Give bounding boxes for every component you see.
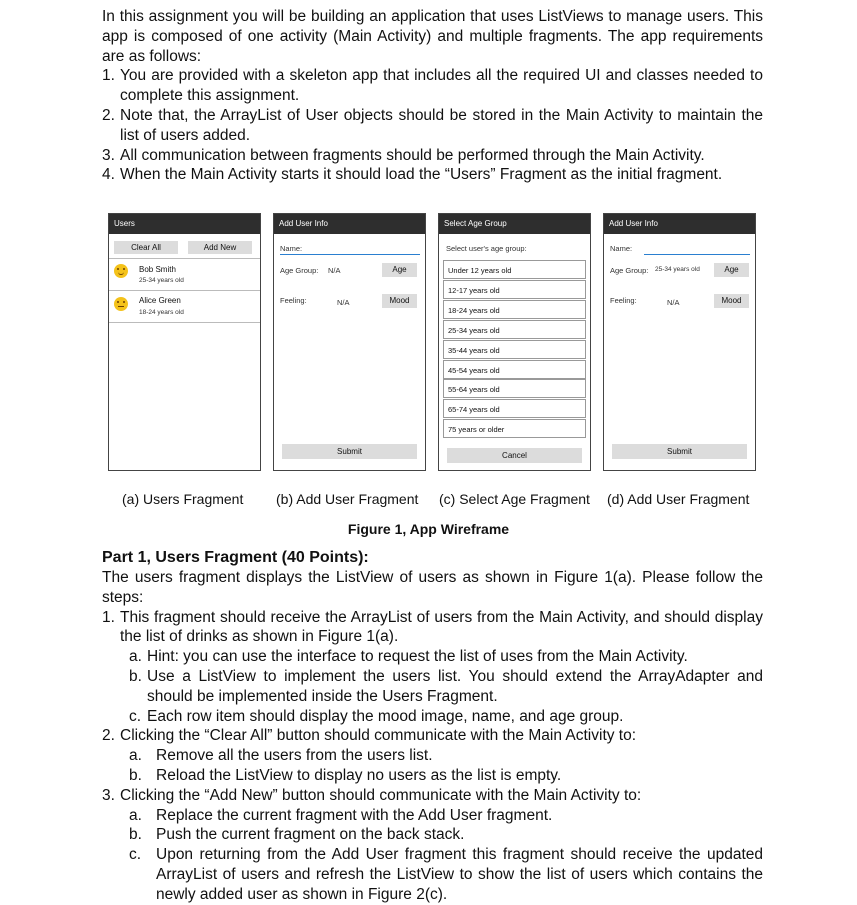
age-option[interactable]: 18-24 years old (443, 300, 586, 319)
app-wireframe (0, 213, 857, 473)
happy-mood-icon (114, 264, 128, 278)
feeling-label: Feeling: (280, 296, 307, 305)
select-age-title-bar: Select Age Group (439, 214, 590, 234)
age-option[interactable]: 55-64 years old (443, 379, 586, 398)
list-subitem: a. Remove all the users from the users list. (129, 747, 433, 765)
submit-button[interactable]: Submit (612, 444, 747, 459)
list-item: 4. When the Main Activity starts it should load the “Users” Fragment as the initial fragment. (102, 166, 723, 184)
list-item: 2. Clicking the “Clear All” button should communicate with the Main Activity to: (102, 727, 637, 745)
neutral-mood-icon (114, 297, 128, 311)
name-label: Name: (280, 244, 303, 253)
submit-button[interactable]: Submit (282, 444, 417, 459)
feeling-value: N/A (667, 298, 680, 307)
age-option[interactable]: 75 years or older (443, 419, 586, 438)
list-subitem: b. Push the current fragment on the back stack. (129, 826, 465, 844)
add-user-fragment-mockup (273, 213, 426, 471)
list-item: 3. All communication between fragments should be performed through the Main Activity. (102, 146, 705, 164)
caption-b: (b) Add User Fragment (276, 491, 419, 507)
age-group-label: Age Group: (610, 266, 649, 275)
age-prompt: Select user's age group: (446, 244, 527, 253)
caption-c: (c) Select Age Fragment (439, 491, 590, 507)
part1-heading: Part 1, Users Fragment (40 Points): (102, 549, 369, 566)
age-option[interactable]: 35-44 years old (443, 340, 586, 359)
list-item: 2. Note that, the ArrayList of User objects should be stored in the Main Activity to maintain the list of users added. (102, 106, 763, 144)
list-item: 3. Clicking the “Add New” button should communicate with the Main Activity to: (102, 786, 642, 804)
age-group-value: N/A (328, 266, 341, 275)
add-new-button[interactable]: Add New (188, 241, 252, 254)
list-item: 1. You are provided with a skeleton app that includes all the required UI and classes needed to complete this assignment. (102, 67, 763, 105)
intro-section (102, 7, 763, 185)
users-title-bar: Users (109, 214, 260, 234)
requirements-list (102, 66, 763, 185)
add-user-filled-fragment-mockup (603, 213, 756, 471)
user-name: Alice Green (139, 296, 181, 305)
caption-d: (d) Add User Fragment (607, 491, 750, 507)
part1-intro: The users fragment displays the ListView of users as shown in Figure 1(a). Please follow the steps: (102, 569, 763, 606)
age-button[interactable]: Age (382, 263, 417, 277)
user-age: 18-24 years old (139, 309, 184, 316)
name-input[interactable] (280, 254, 420, 255)
name-input[interactable] (644, 254, 750, 255)
user-name: Bob Smith (139, 265, 176, 274)
mood-button[interactable]: Mood (382, 294, 417, 308)
feeling-value: N/A (337, 298, 350, 307)
clear-all-button[interactable]: Clear All (114, 241, 178, 254)
list-item: 1. This fragment should receive the ArrayList of users from the Main Activity, and should display the list of drinks as shown in Figure 1(a). (102, 608, 763, 646)
name-label: Name: (610, 244, 633, 253)
mood-button[interactable]: Mood (714, 294, 749, 308)
list-subitem: c. Upon returning from the Add User fragment this fragment should receive the updated ArrayList of users and refresh the ListView to show the list of users which contains the newly added user as shown in Figure 2(c). (129, 846, 763, 903)
part1-section (102, 548, 763, 905)
add-user-title-bar: Add User Info (604, 214, 755, 234)
caption-a: (a) Users Fragment (122, 491, 244, 507)
age-group-value: 25-34 years old (655, 266, 700, 273)
list-subitem: a. Replace the current fragment with the Add User fragment. (129, 806, 553, 824)
list-subitem: b. Use a ListView to implement the users list. You should extend the ArrayAdapter and should be implemented inside the Users Fragment. (129, 667, 763, 705)
add-user-title-bar: Add User Info (274, 214, 425, 234)
age-option[interactable]: 65-74 years old (443, 399, 586, 418)
age-option[interactable]: Under 12 years old (443, 260, 586, 279)
select-age-fragment-mockup (438, 213, 591, 471)
age-button[interactable]: Age (714, 263, 749, 277)
list-subitem: a. Hint: you can use the interface to request the list of uses from the Main Activity. (129, 648, 688, 666)
age-option[interactable]: 45-54 years old (443, 360, 586, 379)
list-subitem: c. Each row item should display the mood image, name, and age group. (129, 707, 624, 725)
intro-paragraph: In this assignment you will be building an application that uses ListViews to manage users. This app is composed of one activity (Main Activity) and multiple fragments. The app requirements are as follows: (102, 8, 763, 65)
age-option[interactable]: 25-34 years old (443, 320, 586, 339)
list-subitem: b. Reload the ListView to display no users as the list is empty. (129, 766, 562, 784)
age-group-label: Age Group: (280, 266, 319, 275)
feeling-label: Feeling: (610, 296, 637, 305)
age-option[interactable]: 12-17 years old (443, 280, 586, 299)
users-fragment-mockup (108, 213, 261, 471)
figure-title: Figure 1, App Wireframe (347, 521, 510, 537)
user-age: 25-34 years old (139, 277, 184, 284)
cancel-button[interactable]: Cancel (447, 448, 582, 463)
